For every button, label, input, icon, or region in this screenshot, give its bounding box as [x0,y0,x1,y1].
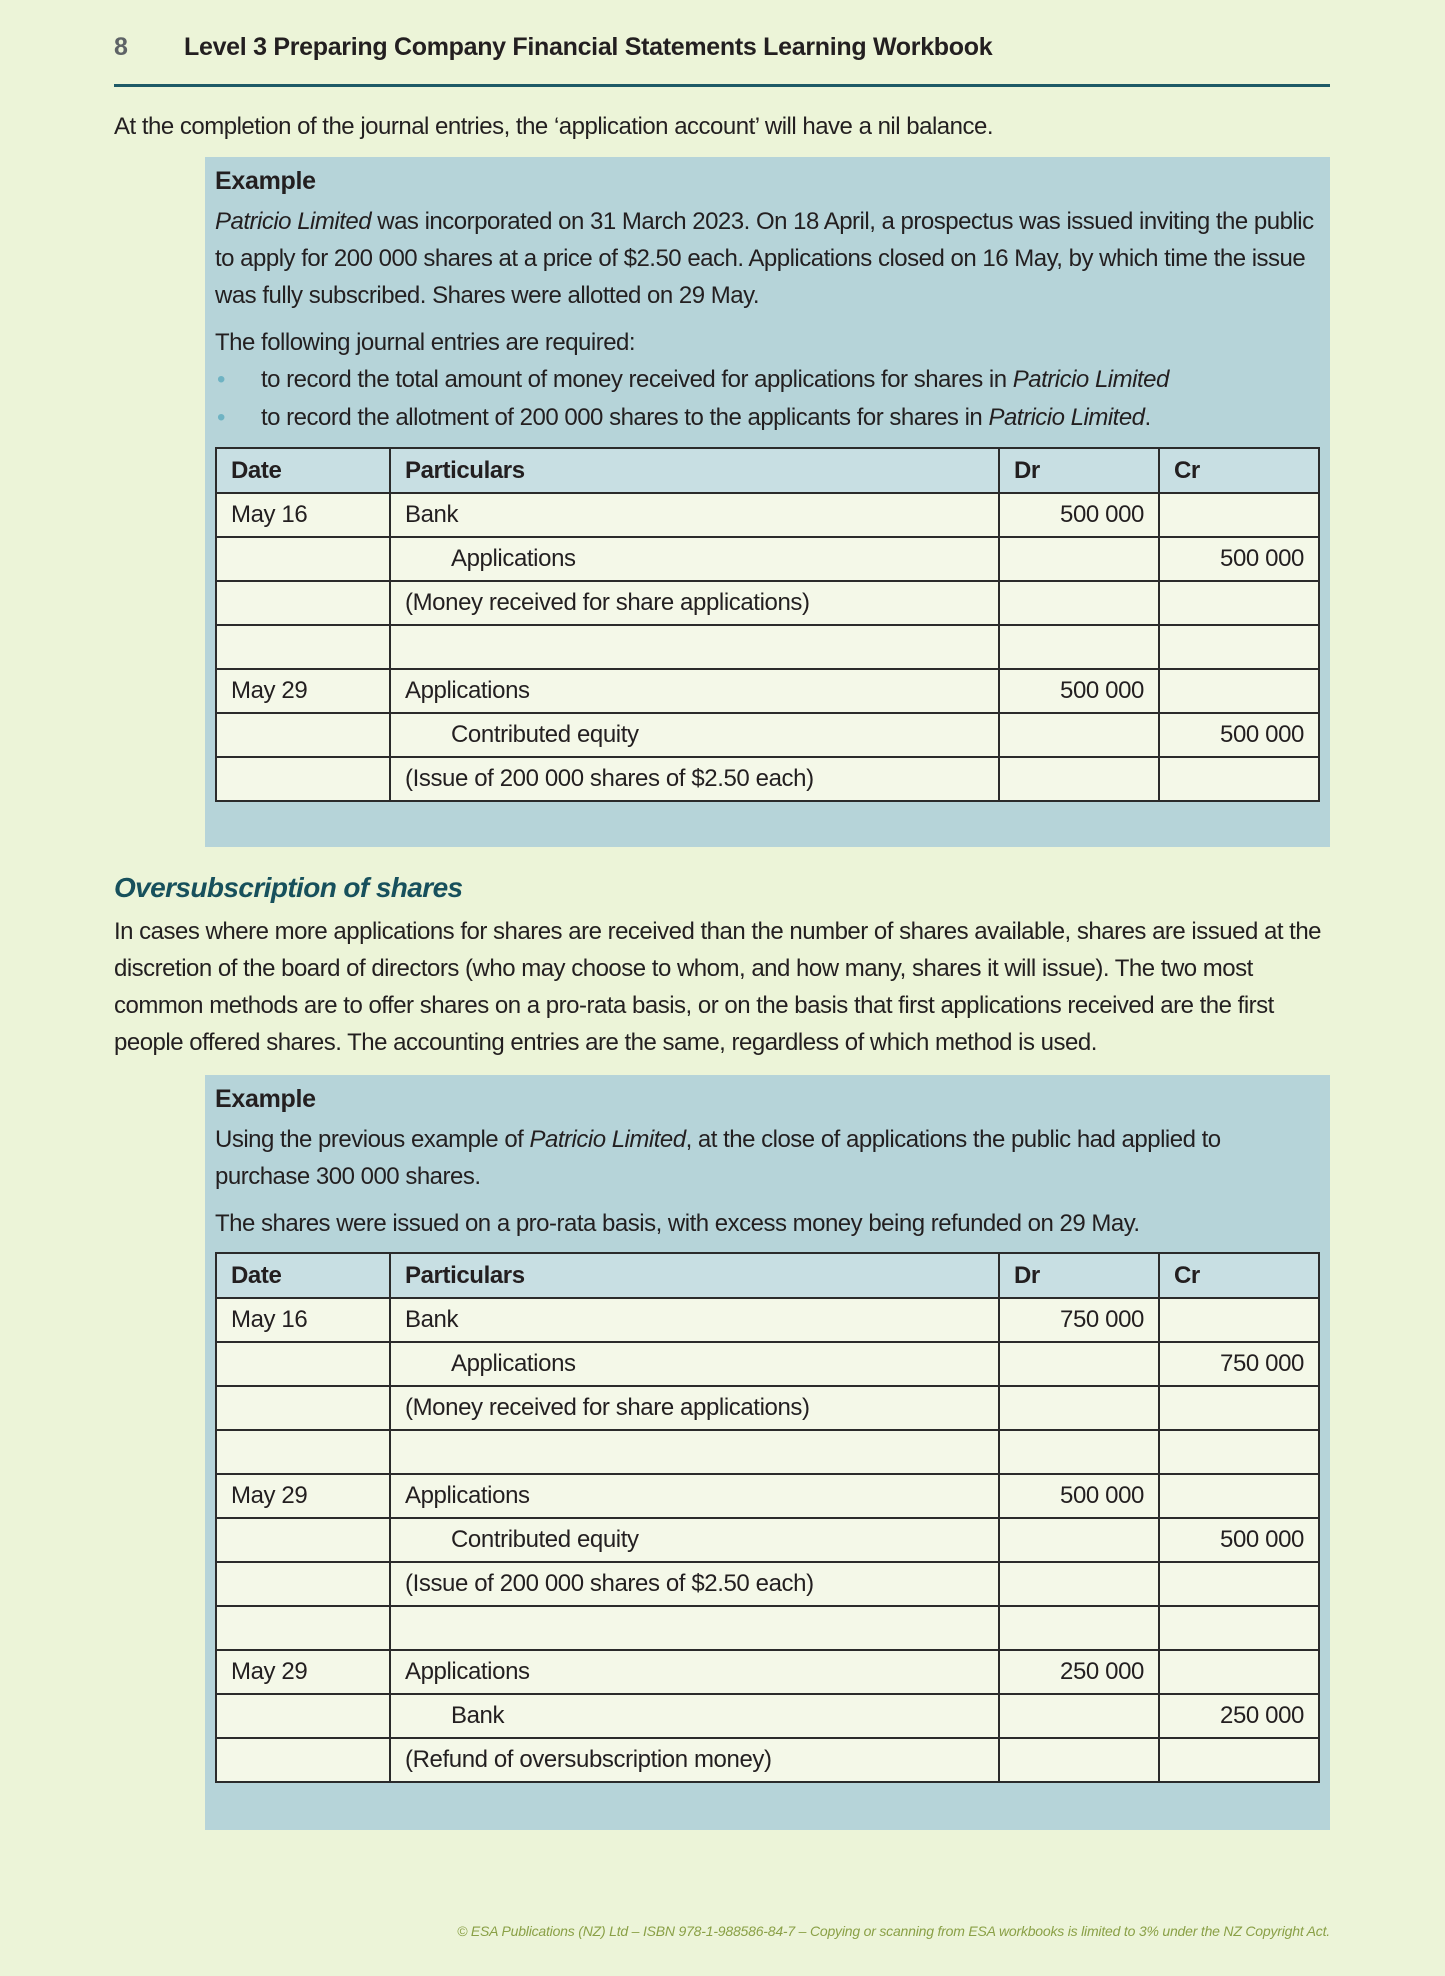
column-header-cr: Cr [1159,448,1319,493]
table-row [216,1650,1319,1694]
credit-cell: 750 000 [1159,1342,1319,1386]
example-box-1 [205,157,1330,847]
particulars-cell: Bank [390,493,999,537]
credit-cell [1159,1386,1319,1430]
example-title: Example [215,167,316,195]
debit-cell: 250 000 [999,1650,1159,1694]
credit-cell [1159,1430,1319,1474]
credit-cell [1159,493,1319,537]
copyright-footer: © ESA Publications (NZ) Ltd – ISBN 978-1-988586-84-7 – Copying or scanning from ESA workbooks is limited to 3% under the NZ Copyright Act. [457,1923,1330,1939]
company-name: Patricio Limited [215,208,372,235]
example-description: Patricio Limited was incorporated on 31 March 2023. On 18 April, a prospectus was issued inviting the public to apply for 200 000 shares at a price of $2.50 each. Applications closed on 16 May, by which time the issue was fully subscribed. Shares were allotted on 29 May. [215,208,1314,309]
column-header-dr: Dr [999,1253,1159,1298]
particulars-cell [390,1430,999,1474]
example-note: The shares were issued on a pro-rata basis, with excess money being refunded on 29 May. [215,1210,1140,1237]
debit-cell [999,581,1159,625]
credit-cell [1159,1298,1319,1342]
credit-cell [1159,1474,1319,1518]
debit-cell: 500 000 [999,1474,1159,1518]
column-header-date: Date [216,1253,390,1298]
particulars-cell: Bank [390,1694,999,1738]
date-cell: May 29 [216,669,390,713]
table-row [216,1518,1319,1562]
table-row [216,1430,1319,1474]
particulars-cell: (Money received for share applications) [390,581,999,625]
column-header-particulars: Particulars [390,1253,999,1298]
particulars-cell: Applications [390,537,999,581]
date-cell [216,1738,390,1782]
table-row [216,581,1319,625]
table-row [216,669,1319,713]
intro-paragraph: At the completion of the journal entries, the ‘application account’ will have a nil balance. [114,113,993,140]
date-cell [216,1606,390,1650]
date-cell [216,757,390,801]
date-cell [216,537,390,581]
credit-cell [1159,625,1319,669]
particulars-cell: Applications [390,669,999,713]
table-row [216,1386,1319,1430]
date-cell: May 16 [216,1298,390,1342]
particulars-cell: (Money received for share applications) [390,1386,999,1430]
credit-cell: 500 000 [1159,537,1319,581]
debit-cell: 750 000 [999,1298,1159,1342]
table-row [216,713,1319,757]
table-row [216,493,1319,537]
particulars-cell: Applications [390,1342,999,1386]
debit-cell [999,1386,1159,1430]
debit-cell [999,1694,1159,1738]
particulars-cell: Bank [390,1298,999,1342]
credit-cell [1159,757,1319,801]
example-description: Using the previous example of Patricio Limited, at the close of applications the public had applied to purchase 300 000 shares. [215,1126,1221,1190]
date-cell: May 29 [216,1650,390,1694]
page-number: 8 [114,33,128,61]
company-name: Patricio Limited [529,1126,686,1153]
debit-cell: 500 000 [999,669,1159,713]
table-header-row [216,1253,1319,1298]
debit-cell [999,1518,1159,1562]
credit-cell: 250 000 [1159,1694,1319,1738]
debit-cell [999,713,1159,757]
book-title: Level 3 Preparing Company Financial Statements Learning Workbook [184,33,993,61]
date-cell [216,625,390,669]
date-cell [216,1694,390,1738]
debit-cell [999,1430,1159,1474]
particulars-cell [390,625,999,669]
particulars-cell: Contributed equity [390,1518,999,1562]
column-header-dr: Dr [999,448,1159,493]
table-row [216,1474,1319,1518]
credit-cell [1159,1606,1319,1650]
table-header-row [216,448,1319,493]
debit-cell [999,537,1159,581]
table-row [216,757,1319,801]
bullet-icon: • [217,404,225,431]
journal-table-1 [215,447,1320,802]
journal-table-2 [215,1252,1320,1783]
debit-cell [999,1606,1159,1650]
table-row [216,625,1319,669]
example-box-2 [205,1075,1330,1830]
particulars-cell: (Refund of oversubscription money) [390,1738,999,1782]
date-cell [216,1342,390,1386]
section-paragraph: In cases where more applications for shares are received than the number of shares available, shares are issued at the discretion of the board of directors (who may choose to whom, and how many, shares it will issue). The two most common methods are to offer shares on a pro-rata basis, or on the basis that first applications received are the first people offered shares. The accounting entries are the same, regardless of which method is used. [114,918,1322,1056]
debit-cell [999,1738,1159,1782]
date-cell [216,1518,390,1562]
debit-cell [999,625,1159,669]
particulars-cell [390,1606,999,1650]
debit-cell [999,757,1159,801]
table-row [216,1606,1319,1650]
table-row [216,1342,1319,1386]
particulars-cell: Applications [390,1474,999,1518]
bullet-item: • to record the total amount of money received for applications for shares in Patricio Limited [215,361,1320,399]
column-header-cr: Cr [1159,1253,1319,1298]
credit-cell [1159,581,1319,625]
bullet-icon: • [217,366,225,393]
table-row [216,1694,1319,1738]
date-cell [216,713,390,757]
section-heading: Oversubscription of shares [114,872,463,903]
credit-cell [1159,1650,1319,1694]
particulars-cell: (Issue of 200 000 shares of $2.50 each) [390,1562,999,1606]
table-row [216,1738,1319,1782]
date-cell [216,1430,390,1474]
particulars-cell: Contributed equity [390,713,999,757]
bullet-list [215,361,1320,437]
credit-cell: 500 000 [1159,1518,1319,1562]
table-row [216,537,1319,581]
credit-cell [1159,669,1319,713]
example-instructions: The following journal entries are required: [215,329,636,356]
debit-cell [999,1562,1159,1606]
table-row [216,1298,1319,1342]
date-cell: May 16 [216,493,390,537]
column-header-particulars: Particulars [390,448,999,493]
debit-cell [999,1342,1159,1386]
credit-cell [1159,1562,1319,1606]
page-header [114,30,1330,87]
bullet-item: • to record the allotment of 200 000 shares to the applicants for shares in Patricio Limited. [215,399,1320,437]
column-header-date: Date [216,448,390,493]
table-row [216,1562,1319,1606]
date-cell [216,581,390,625]
date-cell: May 29 [216,1474,390,1518]
particulars-cell: Applications [390,1650,999,1694]
example-title: Example [215,1085,316,1113]
date-cell [216,1562,390,1606]
particulars-cell: (Issue of 200 000 shares of $2.50 each) [390,757,999,801]
credit-cell: 500 000 [1159,713,1319,757]
debit-cell: 500 000 [999,493,1159,537]
credit-cell [1159,1738,1319,1782]
date-cell [216,1386,390,1430]
